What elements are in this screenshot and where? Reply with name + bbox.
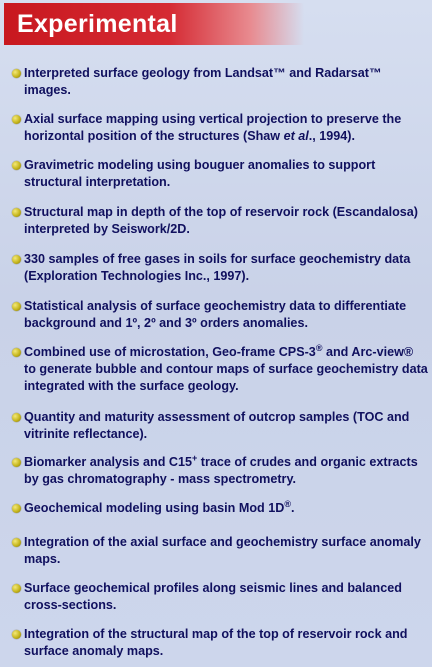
bullet-icon	[12, 584, 21, 593]
list-item-text: Biomarker analysis and C15+ trace of crudes and organic extracts by gas chromatography - mass spectrometry.	[24, 452, 418, 486]
list-item-text: Integration of the structural map of the top of reservoir rock and surface anomaly maps.	[24, 627, 408, 658]
list-item-text: 330 samples of free gases in soils for surface geochemistry data (Exploration Technologies Inc., 1997).	[24, 252, 411, 283]
bullet-icon	[12, 161, 21, 170]
bullet-icon	[12, 630, 21, 639]
slide-title: Experimental	[17, 10, 178, 38]
list-item-text: Gravimetric modeling using bouguer anomalies to support structural interpretation.	[24, 158, 376, 189]
list-item-text: Structural map in depth of the top of reservoir rock (Escandalosa) interpreted by Seiswork/2D.	[24, 205, 418, 236]
bullet-icon	[12, 302, 21, 311]
list-item-text: Quantity and maturity assessment of outcrop samples (TOC and vitrinite reflectance).	[24, 410, 410, 441]
bullet-icon	[12, 255, 21, 264]
list-item-text: Statistical analysis of surface geochemistry data to differentiate background and 1º, 2º and 3º orders anomalies.	[24, 299, 407, 330]
bullet-icon	[12, 458, 21, 467]
list-item-text: Surface geochemical profiles along seismic lines and balanced cross-sections.	[24, 581, 402, 612]
bullet-icon	[12, 208, 21, 217]
bullet-icon	[12, 413, 21, 422]
bullet-icon	[12, 69, 21, 78]
list-item-text: Interpreted surface geology from Landsat™ and Radarsat™ images.	[24, 66, 382, 97]
bullet-icon	[12, 504, 21, 513]
bullet-icon	[12, 115, 21, 124]
list-item-text: Geochemical modeling using basin Mod 1D®.	[24, 498, 295, 515]
list-item-text: Axial surface mapping using vertical projection to preserve the horizontal position of the structures (Shaw et al., 1994).	[24, 112, 402, 143]
title-bar	[4, 3, 304, 45]
bullet-icon	[12, 538, 21, 547]
list-item-text: Integration of the axial surface and geochemistry surface anomaly maps.	[24, 535, 421, 566]
list-item-text: Combined use of microstation, Geo-frame CPS-3® and Arc-view® to generate bubble and contour maps of surface geochemistry data integrated with the surface geology.	[24, 342, 428, 393]
bullet-icon	[12, 348, 21, 357]
